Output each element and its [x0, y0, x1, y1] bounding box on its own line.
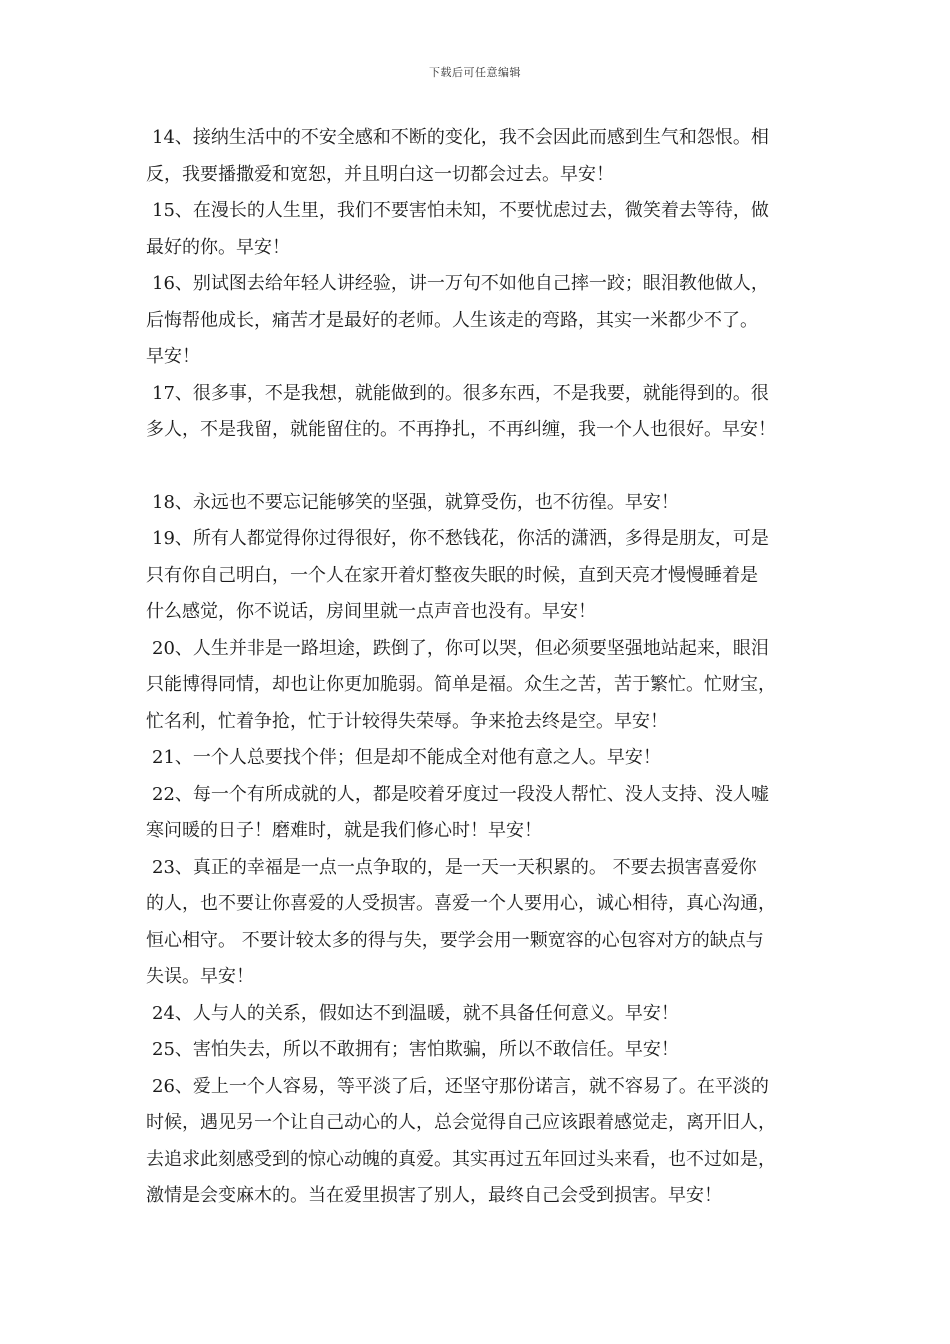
paragraph [146, 777, 816, 850]
paragraph [146, 631, 816, 741]
paragraph-line: 多人，不是我留，就能留住的。不再挣扎，不再纠缠，我一个人也很好。早安！ [146, 419, 776, 440]
paragraph [146, 850, 816, 996]
paragraph [146, 740, 816, 777]
paragraph-line: 去追求此刻感受到的惊心动魄的真爱。其实再过五年回过头来看，也不过如是， [146, 1148, 776, 1170]
paragraph-spacer [146, 449, 816, 485]
paragraph-line: 恒心相守。 不要计较太多的得与失，要学会用一颗宽容的心包容对方的缺点与 [146, 929, 764, 951]
paragraph-line: 14、接纳生活中的不安全感和不断的变化，我不会因此而感到生气和怨恨。相 [152, 127, 769, 148]
paragraph [146, 120, 816, 193]
paragraph [146, 266, 816, 376]
paragraph [146, 376, 816, 449]
paragraph-line: 寒问暖的日子！磨难时，就是我们修心时！早安！ [146, 820, 542, 841]
paragraph-line: 忙名利，忙着争抢，忙于计较得失荣辱。争来抢去终是空。早安！ [146, 710, 668, 732]
paragraph-line: 17、很多事，不是我想，就能做到的。很多东西，不是我要，就能得到的。很 [152, 382, 769, 404]
paragraph [146, 1069, 816, 1215]
paragraph [146, 1032, 816, 1069]
paragraph-line: 最好的你。早安！ [146, 236, 290, 258]
paragraph-line: 什么感觉，你不说话，房间里就一点声音也没有。早安！ [146, 601, 596, 622]
paragraph-line: 只有你自己明白，一个人在家开着灯整夜失眠的时候，直到天亮才慢慢睡着是 [146, 564, 758, 586]
paragraph-line: 22、每一个有所成就的人，都是咬着牙度过一段没人帮忙、没人支持、没人嘘 [152, 783, 769, 805]
paragraph-line: 15、在漫长的人生里，我们不要害怕未知，不要忧虑过去，微笑着去等待，做 [152, 200, 769, 221]
paragraph-line: 21、一个人总要找个伴；但是却不能成全对他有意之人。早安！ [152, 747, 661, 768]
paragraph-line: 19、所有人都觉得你过得很好，你不愁钱花，你活的潇洒，多得是朋友，可是 [152, 528, 769, 549]
paragraph-line: 25、害怕失去，所以不敢拥有；害怕欺骗，所以不敢信任。早安！ [152, 1039, 679, 1060]
paragraph-line: 只能博得同情，却也让你更加脆弱。简单是福。众生之苦，苦于繁忙。忙财宝， [146, 674, 776, 695]
paragraph-line: 23、真正的幸福是一点一点争取的，是一天一天积累的。 不要去损害喜爱你 [152, 856, 757, 878]
document-body [146, 120, 816, 1215]
paragraph [146, 521, 816, 631]
paragraph-line: 18、永远也不要忘记能够笑的坚强，就算受伤，也不彷徨。早安！ [152, 491, 679, 513]
page-header: 下载后可任意编辑 [429, 66, 521, 79]
paragraph-line: 26、爱上一个人容易，等平淡了后，还坚守那份诺言，就不容易了。在平淡的 [152, 1075, 769, 1097]
paragraph-line: 20、人生并非是一路坦途，跌倒了，你可以哭，但必须要坚强地站起来，眼泪 [152, 637, 769, 659]
paragraph-line: 16、别试图去给年轻人讲经验，讲一万句不如他自己摔一跤；眼泪教他做人， [152, 273, 769, 294]
paragraph-line: 的人，也不要让你喜爱的人受损害。喜爱一个人要用心，诚心相待，真心沟通， [146, 893, 776, 914]
paragraph-line: 反，我要播撒爱和宽恕，并且明白这一切都会过去。早安！ [146, 163, 614, 185]
paragraph-line: 时候，遇见另一个让自己动心的人，总会觉得自己应该跟着感觉走，离开旧人， [146, 1112, 776, 1133]
paragraph-line: 后悔帮他成长，痛苦才是最好的老师。人生该走的弯路，其实一米都少不了。 [146, 309, 758, 331]
paragraph-line: 24、人与人的关系，假如达不到温暖，就不具备任何意义。早安！ [152, 1002, 679, 1024]
paragraph [146, 996, 816, 1033]
paragraph-line: 早安！ [146, 346, 200, 367]
paragraph [146, 193, 816, 266]
paragraph-line: 激情是会变麻木的。当在爱里损害了别人，最终自己会受到损害。早安！ [146, 1185, 722, 1206]
paragraph [146, 485, 816, 522]
paragraph-line: 失误。早安！ [146, 966, 254, 987]
